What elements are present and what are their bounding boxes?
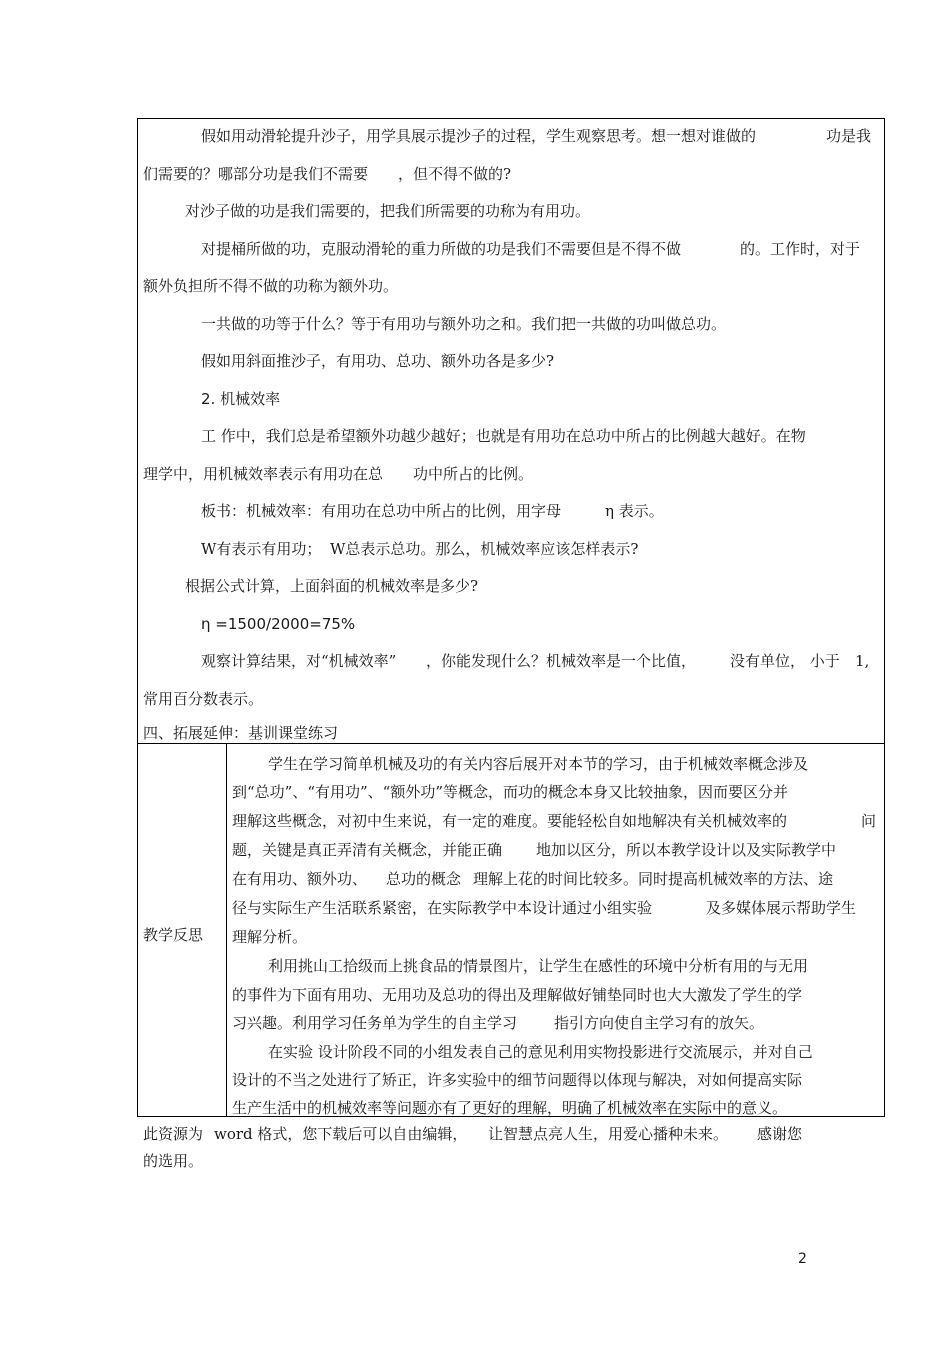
page-number: 2 — [798, 1251, 807, 1267]
footer-note: 让智慧点亮人生，用爱心播种未来。 — [488, 1125, 729, 1143]
paragraph-line: η 表示。 — [605, 502, 664, 520]
footer-note: 的选用。 — [143, 1152, 204, 1170]
reflection-label: 教学反思 — [143, 926, 204, 944]
reflection-line: 地加以区分，所以本教学设计以及实际教学中 — [536, 841, 837, 859]
paragraph-line: 功中所占的比例。 — [413, 465, 534, 483]
paragraph-line: 理学中，用机械效率表示有用功在总 — [143, 465, 384, 483]
section-heading: 四、拓展延伸：基训课堂练习 — [143, 724, 339, 742]
subheading: 2. 机械效率 — [201, 390, 281, 408]
reflection-line: 设计的不当之处进行了矫正，许多实验中的细节问题得以体现与解决，对如何提高实际 — [232, 1071, 803, 1089]
footer-note: word 格式，您下载后可以自由编辑， — [214, 1125, 468, 1143]
reflection-line: 利用挑山工拾级而上挑食品的情景图片，让学生在感性的环境中分析有用的与无用 — [268, 957, 809, 975]
paragraph-line: 的。工作时，对于 — [740, 240, 861, 258]
paragraph-line: 假如用动滑轮提升沙子，用学具展示提沙子的过程，学生观察思考。想一想对谁做的 — [201, 127, 757, 145]
reflection-line: 理解分析。 — [232, 928, 308, 946]
footer-note: 感谢您 — [757, 1125, 803, 1143]
paragraph-line: 工 作中，我们总是希望额外功越少越好；也就是有用功在总功中所占的比例越大越好。在物 — [201, 427, 806, 445]
paragraph-line: W总表示总功。那么，机械效率应该怎样表示? — [330, 540, 639, 558]
formula: η =1500/2000=75% — [201, 615, 356, 633]
reflection-line: 径与实际生产生活联系紧密，在实际教学中本设计通过小组实验 — [232, 899, 653, 917]
table-row-divider — [137, 743, 885, 744]
reflection-line: 理解上花的时间比较多。同时提高机械效率的方法、途 — [473, 870, 834, 888]
paragraph-line: 们需要的？哪部分功是我们不需要 — [143, 165, 369, 183]
reflection-line: 题，关键是真正弄清有关概念，并能正确 — [232, 841, 503, 859]
reflection-line: 总功的概念 — [386, 870, 462, 888]
reflection-line: 指引方向使自主学习有的放矢。 — [554, 1014, 765, 1032]
paragraph-line: 没有单位， 小于 — [730, 652, 840, 670]
paragraph-line: 板书：机械效率：有用功在总功中所占的比例，用字母 — [201, 502, 562, 520]
reflection-line: 习兴趣。利用学习任务单为学生的自主学习 — [232, 1014, 518, 1032]
paragraph-line: 假如用斜面推沙子，有用功、总功、额外功各是多少? — [201, 352, 555, 370]
reflection-line: 问 — [861, 812, 877, 830]
paragraph-line: 对沙子做的功是我们需要的，把我们所需要的功称为有用功。 — [185, 202, 591, 220]
reflection-line: 在实验 设计阶段不同的小组发表自己的意见利用实物投影进行交流展示，并对自己 — [268, 1043, 813, 1061]
paragraph-line: 1, — [855, 652, 870, 670]
reflection-line: 学生在学习简单机械及功的有关内容后展开对本节的学习，由于机械效率概念涉及 — [268, 755, 809, 773]
reflection-line: 生产生活中的机械效率等问题亦有了更好的理解，明确了机械效率在实际中的意义。 — [232, 1099, 788, 1117]
reflection-line: 理解这些概念，对初中生来说，有一定的难度。要能轻松自如地解决有关机械效率的 — [232, 812, 788, 830]
paragraph-line: 功是我 — [826, 127, 872, 145]
reflection-line: 在有用功、额外功、 — [232, 870, 368, 888]
paragraph-line: 根据公式计算，上面斜面的机械效率是多少? — [185, 577, 479, 595]
paragraph-line: 常用百分数表示。 — [143, 690, 264, 708]
paragraph-line: 对提桶所做的功，克服动滑轮的重力所做的功是我们不需要但是不得不做 — [201, 240, 682, 258]
paragraph-line: W有表示有用功； — [201, 540, 322, 558]
paragraph-line: 额外负担所不得不做的功称为额外功。 — [143, 277, 399, 295]
paragraph-line: 一共做的功等于什么？等于有用功与额外功之和。我们把一共做的功叫做总功。 — [201, 315, 727, 333]
paragraph-line: ，你能发现什么？机械效率是一个比值， — [426, 652, 697, 670]
footer-note: 此资源为 — [143, 1125, 204, 1143]
paragraph-line: 观察计算结果，对“机械效率” — [201, 652, 397, 670]
table-column-divider — [226, 744, 227, 1117]
reflection-line: 及多媒体展示帮助学生 — [706, 899, 857, 917]
paragraph-line: ，但不得不做的? — [398, 165, 512, 183]
reflection-line: 到“总功”、“有用功”、“额外功”等概念，而功的概念本身又比较抽象，因而要区分并 — [232, 783, 789, 801]
reflection-line: 的事件为下面有用功、无用功及总功的得出及理解做好铺垫同时也大大激发了学生的学 — [232, 986, 803, 1004]
